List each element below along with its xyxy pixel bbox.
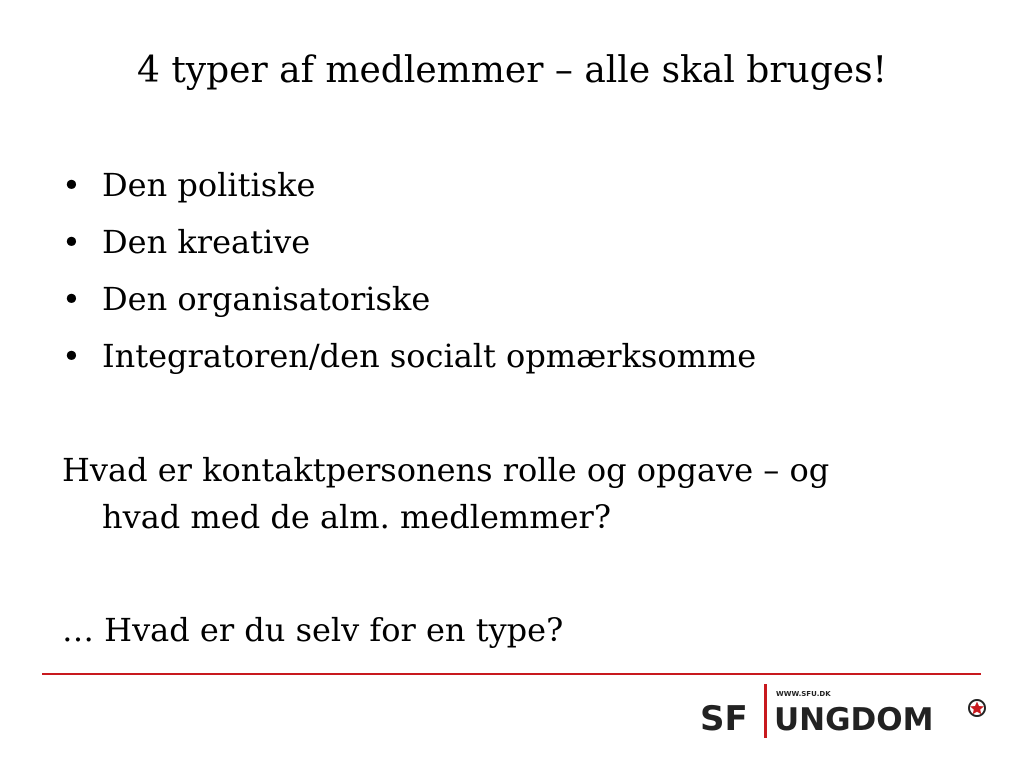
footer-divider [42, 673, 981, 675]
list-item-text: Den organisatoriske [102, 280, 431, 318]
list-item-text: Den politiske [102, 166, 316, 204]
closing-question: … Hvad er du selv for en type? [62, 611, 564, 649]
contact-person-question [62, 447, 962, 541]
sf-ungdom-logo [700, 684, 1000, 744]
bullet-marker: • [62, 337, 81, 375]
star-icon [969, 700, 985, 716]
list-item [62, 328, 962, 385]
logo-divider-bar [764, 684, 767, 738]
bullet-marker: • [62, 223, 81, 261]
list-item [62, 271, 962, 328]
logo-url-text: WWW.SFU.DK [776, 690, 831, 698]
question-line-1: Hvad er kontaktpersonens rolle og opgave – og [62, 451, 830, 489]
list-item-text: Integratoren/den socialt opmærksomme [102, 337, 757, 375]
member-type-list [62, 157, 962, 385]
list-item [62, 214, 962, 271]
bullet-marker: • [62, 280, 81, 318]
slide-title: 4 typer af medlemmer – alle skal bruges! [136, 50, 888, 91]
list-item [62, 157, 962, 214]
question-line-2: hvad med de alm. medlemmer? [102, 498, 611, 536]
bullet-marker: • [62, 166, 81, 204]
logo-left-text: SF [700, 699, 748, 739]
logo-right-text: UNGDOM [774, 702, 934, 738]
list-item-text: Den kreative [102, 223, 311, 261]
